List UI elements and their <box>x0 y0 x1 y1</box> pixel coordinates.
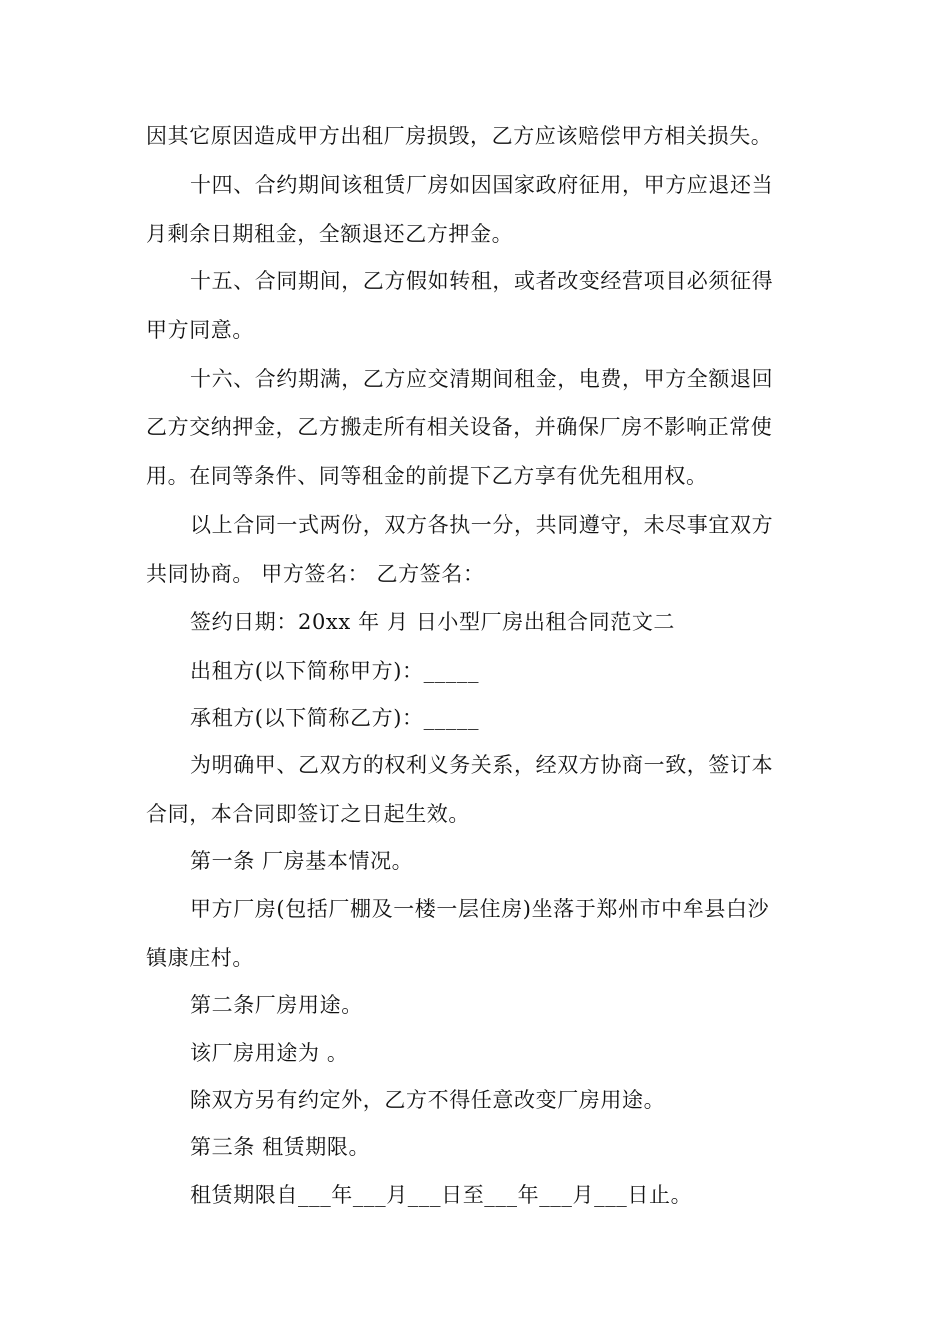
text-line-18: 镇康庄村。 <box>146 946 254 970</box>
text-line-8: 用。在同等条件、同等租金的前提下乙方享有优先租用权。 <box>146 464 708 488</box>
text-line-1: 因其它原因造成甲方出租厂房损毁，乙方应该赔偿甲方相关损失。 <box>146 124 773 148</box>
text-line-9: 以上合同一式两份，双方各执一分，共同遵守，未尽事宜双方 <box>190 513 774 537</box>
text-line-20: 该厂房用途为 。 <box>190 1041 349 1065</box>
text-line-14: 为明确甲、乙双方的权利义务关系，经双方协商一致，签订本 <box>190 753 774 777</box>
text-line-16: 第一条 厂房基本情况。 <box>190 849 414 873</box>
text-line-19: 第二条厂房用途。 <box>190 993 363 1017</box>
text-line-12: 出租方(以下简称甲方)：_____ <box>190 659 480 683</box>
text-line-22: 第三条 租赁期限。 <box>190 1135 371 1159</box>
text-line-21: 除双方另有约定外，乙方不得任意改变厂房用途。 <box>190 1088 666 1112</box>
text-line-6: 十六、合约期满，乙方应交清期间租金，电费，甲方全额退回 <box>190 367 774 391</box>
text-line-5: 甲方同意。 <box>146 318 254 342</box>
text-line-10: 共同协商。 甲方签名： 乙方签名： <box>146 562 485 586</box>
text-line-3: 月剩余日期租金，全额退还乙方押金。 <box>146 222 514 246</box>
text-line-11: 签约日期：20xx 年 月 日小型厂房出租合同范文二 <box>190 610 676 634</box>
text-line-17: 甲方厂房(包括厂棚及一楼一层住房)坐落于郑州市中牟县白沙 <box>190 897 770 921</box>
text-line-4: 十五、合同期间，乙方假如转租，或者改变经营项目必须征得 <box>190 269 774 293</box>
text-line-7: 乙方交纳押金，乙方搬走所有相关设备，并确保厂房不影响正常使 <box>146 415 773 439</box>
text-line-2: 十四、合约期间该租赁厂房如因国家政府征用，甲方应退还当 <box>190 173 774 197</box>
text-line-15: 合同，本合同即签订之日起生效。 <box>146 802 470 826</box>
text-line-13: 承租方(以下简称乙方)：_____ <box>190 706 480 730</box>
text-line-23: 租赁期限自___年___月___日至___年___月___日止。 <box>190 1183 693 1207</box>
